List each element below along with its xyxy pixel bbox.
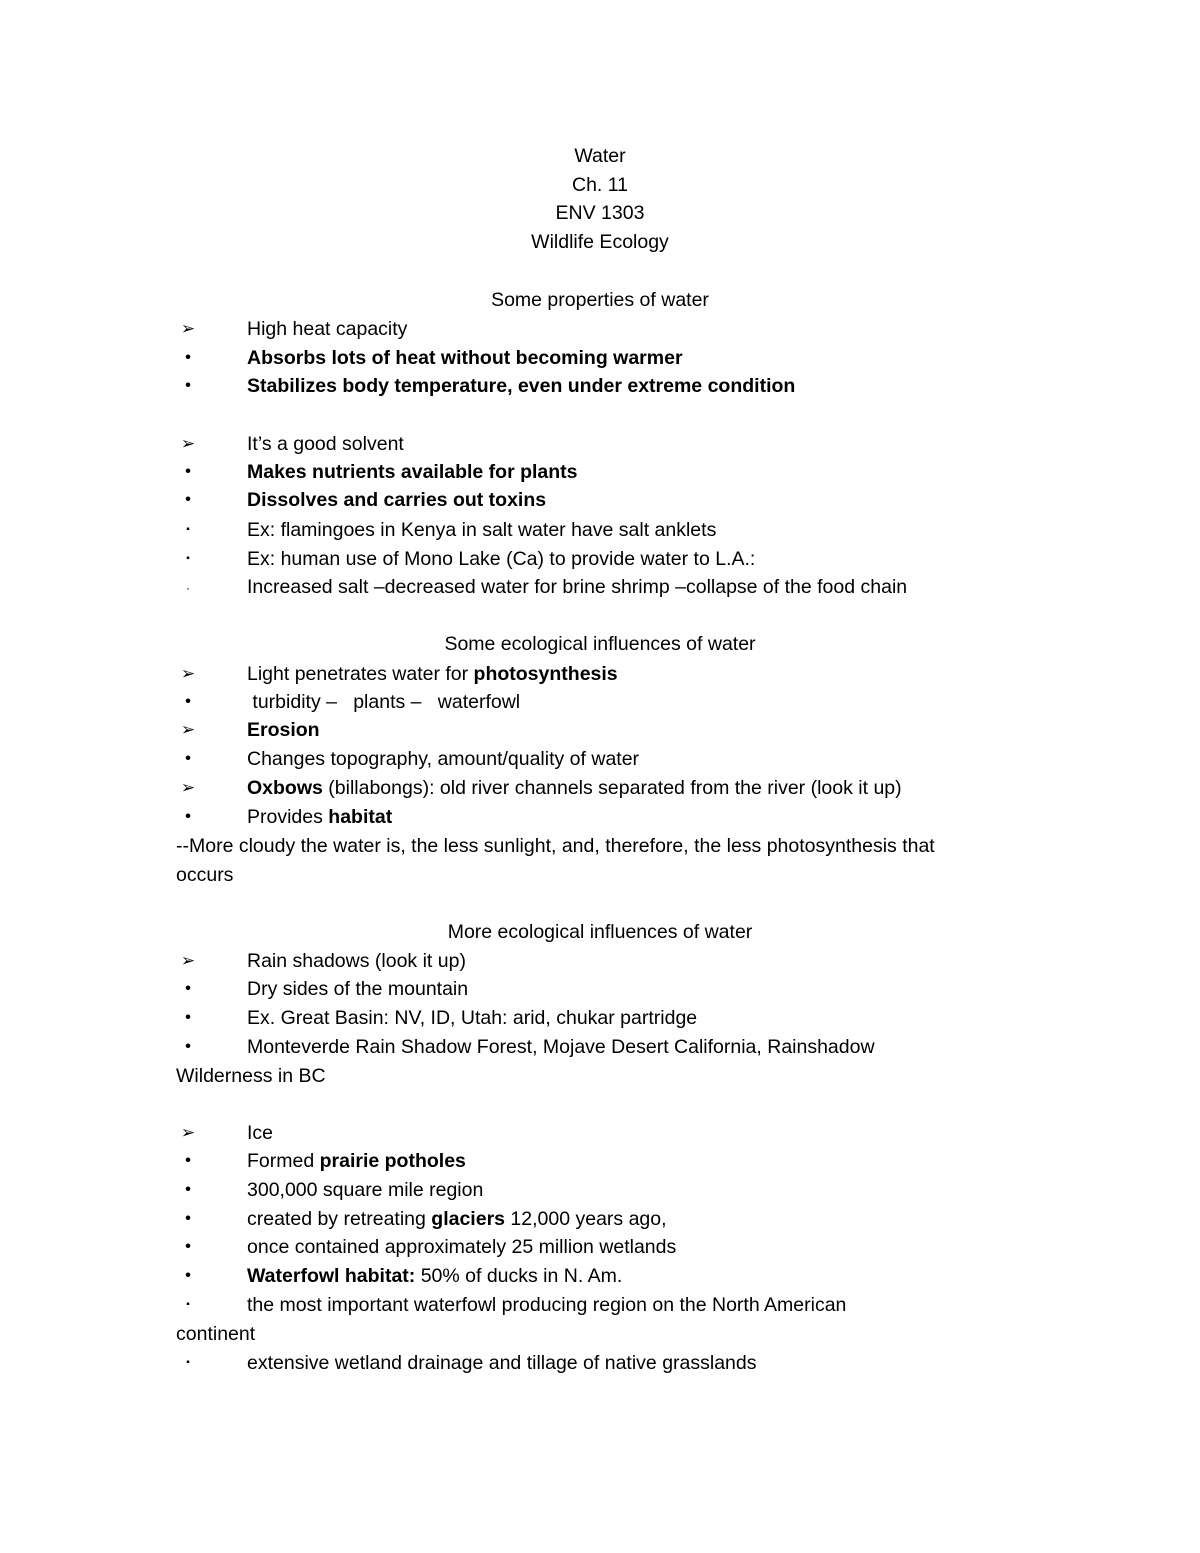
- arrow-bullet-icon: ➢: [180, 319, 196, 338]
- arrow-bullet-icon: ➢: [180, 434, 196, 453]
- doc-subject: Wildlife Ecology: [531, 231, 669, 253]
- list-item: ➢ Oxbows (billabongs): old river channels separated from the river (look it up): [176, 774, 1036, 802]
- list-item: • 300,000 square mile region: [176, 1176, 1036, 1204]
- dot-bullet-icon: •: [185, 750, 191, 767]
- dot-bullet-icon: •: [185, 1181, 191, 1198]
- dot-bullet-icon: •: [185, 1210, 191, 1227]
- section-heading-more: More ecological influences of water: [447, 921, 753, 943]
- doc-title: Water: [574, 145, 626, 167]
- dot-bullet-icon: •: [185, 693, 191, 710]
- paragraph-line: --More cloudy the water is, the less sunlight, and, therefore, the less photosynthesis that: [176, 835, 935, 857]
- list-item: • Absorbs lots of heat without becoming warmer: [176, 344, 1036, 372]
- doc-course: ENV 1303: [555, 202, 645, 224]
- list-item: ➢ Ice: [176, 1119, 1036, 1147]
- list-item: ▪ Ex: flamingoes in Kenya in salt water have salt anklets: [176, 516, 1036, 544]
- list-item: • Provides habitat: [176, 803, 1036, 831]
- list-item: • Stabilizes body temperature, even under extreme condition: [176, 372, 1036, 400]
- list-item: • Ex. Great Basin: NV, ID, Utah: arid, chukar partridge: [176, 1004, 1036, 1032]
- list-item: ▪ Ex: human use of Mono Lake (Ca) to provide water to L.A.:: [176, 545, 1036, 573]
- list-item: • Dissolves and carries out toxins: [176, 486, 1036, 514]
- list-item: • Changes topography, amount/quality of water: [176, 745, 1036, 773]
- square-bullet-icon: ▪: [186, 524, 190, 535]
- arrow-bullet-icon: ➢: [180, 778, 196, 797]
- list-item: • Waterfowl habitat: 50% of ducks in N. Am.: [176, 1262, 1036, 1290]
- dot-bullet-icon: •: [185, 463, 191, 480]
- arrow-bullet-icon: ➢: [180, 951, 196, 970]
- dot-bullet-icon: •: [185, 1038, 191, 1055]
- dot-bullet-icon: •: [185, 1009, 191, 1026]
- dot-bullet-icon: •: [185, 1238, 191, 1255]
- list-item: ➢ Light penetrates water for photosynthesis: [176, 660, 1036, 688]
- section-heading-properties: Some properties of water: [491, 289, 709, 311]
- list-item: • turbidity – plants – waterfowl: [176, 688, 1036, 716]
- section-heading-ecological: Some ecological influences of water: [444, 633, 756, 655]
- dot-bullet-icon: •: [185, 377, 191, 394]
- square-bullet-icon: ▪: [186, 1299, 190, 1310]
- dot-bullet-icon: •: [185, 1267, 191, 1284]
- dot-bullet-icon: •: [185, 980, 191, 997]
- dot-bullet-icon: •: [185, 491, 191, 508]
- list-item: ➢ It’s a good solvent: [176, 430, 1036, 458]
- list-item: ‚ Increased salt –decreased water for brine shrimp –collapse of the food chain: [176, 573, 1036, 601]
- small-bullet-icon: ‚: [186, 581, 190, 592]
- dot-bullet-icon: •: [185, 808, 191, 825]
- arrow-bullet-icon: ➢: [180, 1123, 196, 1142]
- arrow-bullet-icon: ➢: [180, 720, 196, 739]
- list-item: • once contained approximately 25 million wetlands: [176, 1233, 1036, 1261]
- list-item: • Monteverde Rain Shadow Forest, Mojave Desert California, Rainshadow: [176, 1033, 1036, 1061]
- square-bullet-icon: ▪: [186, 553, 190, 564]
- dot-bullet-icon: •: [185, 349, 191, 366]
- paragraph-line: continent: [176, 1323, 256, 1345]
- list-item: ▪ the most important waterfowl producing region on the North American: [176, 1291, 1036, 1319]
- list-item: • Formed prairie potholes: [176, 1147, 1036, 1175]
- doc-chapter: Ch. 11: [571, 174, 628, 196]
- paragraph-line: occurs: [176, 864, 234, 886]
- list-item: ▪ extensive wetland drainage and tillage of native grasslands: [176, 1349, 1036, 1377]
- list-item: ➢ Rain shadows (look it up): [176, 947, 1036, 975]
- square-bullet-icon: ▪: [186, 1357, 190, 1368]
- list-item: • Dry sides of the mountain: [176, 975, 1036, 1003]
- list-item: ➢ High heat capacity: [176, 315, 1036, 343]
- list-item: ➢ Erosion: [176, 716, 1036, 744]
- arrow-bullet-icon: ➢: [180, 664, 196, 683]
- list-item: • Makes nutrients available for plants: [176, 458, 1036, 486]
- list-item: • created by retreating glaciers 12,000 years ago,: [176, 1205, 1036, 1233]
- dot-bullet-icon: •: [185, 1152, 191, 1169]
- paragraph-line: Wilderness in BC: [176, 1065, 326, 1087]
